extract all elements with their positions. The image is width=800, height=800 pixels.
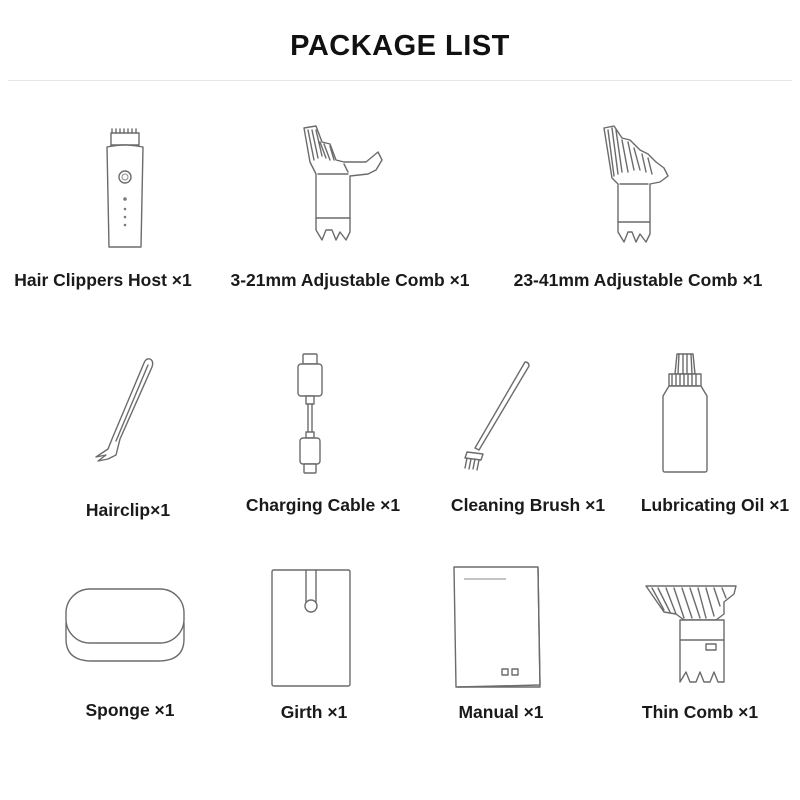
item-label-3-21mm-comb: 3-21mm Adjustable Comb ×1 <box>230 270 470 290</box>
item-label-hairclip: Hairclip×1 <box>85 500 171 520</box>
item-label-girth: Girth ×1 <box>280 702 348 722</box>
manual-icon <box>450 565 545 690</box>
item-label-cleaning-brush: Cleaning Brush ×1 <box>450 495 606 515</box>
item-label-charging-cable: Charging Cable ×1 <box>245 495 401 515</box>
item-label-sponge: Sponge ×1 <box>85 700 175 720</box>
adjustable-comb-icon <box>300 122 390 247</box>
hairclip-icon <box>90 355 160 475</box>
adjustable-comb-icon <box>600 122 680 247</box>
title-divider <box>8 80 792 81</box>
item-label-manual: Manual ×1 <box>458 702 544 722</box>
item-label-23-41mm-comb: 23-41mm Adjustable Comb ×1 <box>513 270 763 290</box>
item-label-hair-clippers-host: Hair Clippers Host ×1 <box>14 270 192 290</box>
girth-cape-icon <box>270 568 354 688</box>
cleaning-brush-icon <box>455 358 535 473</box>
sponge-icon <box>62 585 188 665</box>
thin-comb-icon <box>640 580 750 690</box>
hair-clipper-icon <box>95 125 155 255</box>
item-label-lubricating-oil: Lubricating Oil ×1 <box>640 495 790 515</box>
oil-bottle-icon <box>655 352 715 477</box>
page-title: PACKAGE LIST <box>290 30 510 62</box>
item-label-thin-comb: Thin Comb ×1 <box>641 702 759 722</box>
charging-cable-icon <box>290 352 330 477</box>
